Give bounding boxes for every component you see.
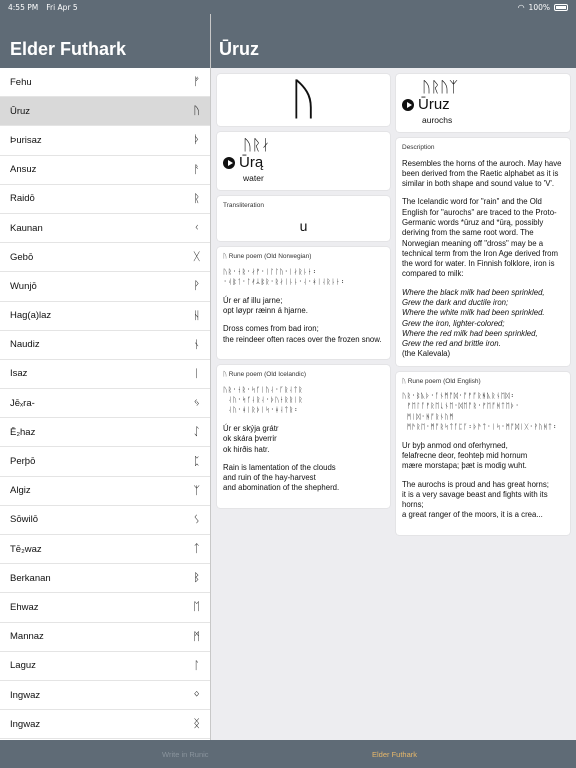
sidebar-item-label: Ingwaz	[10, 689, 41, 701]
sidebar-item-label: Sōwilō	[10, 514, 38, 526]
detail-content	[211, 68, 576, 740]
battery-percent: 100%	[528, 2, 550, 12]
sidebar-item-ansuz[interactable]	[0, 156, 210, 185]
detail-right-column	[396, 74, 570, 541]
rune-glyph: ᚨ	[193, 163, 200, 176]
poem-runes: ᚢᚱ᛫ᛂᚱ᛫ᛋᚴᛁᚢᛆ᛫ᚵᚱᛆᛏᚱ ᛆᚢ᛫ᛋᚴᛆᚱᛆ᛫ᚦᚢᛂᚱᚱᛁᚱ ᛆᚢ᛫ᚼᛁᚱᚦᛁᛋ᛫ᚼᛆᛏᚱ᛬	[223, 386, 304, 414]
sidebar-item--ruz[interactable]	[0, 97, 210, 126]
poem-translation: Rain is lamentation of the clouds and ruin of the hay-harvest and abomination of the shepherd.	[223, 462, 340, 493]
poem-runes: ᚢᚱ᛫ᛂᚱ᛫ᛅᚠ᛫ᛁᛚᛚᚢ᛫ᛁᛅᚱᚿᛂ᛬ ᛫ᚮᛔᛐ᛫ᛚᚯᛦᛔᚱ᛫ᚱᛅᛁᚿᚿ᛫ᛆ᛫ᚼᛁᛆᚱᚿᛂ᛬	[223, 268, 346, 286]
description-paragraph: The Icelandic word for "rain" and the Old English for "aurochs" are traced to the Proto-Germanic words *ūruz and *ūrą, possibly deriving from the same root word. The Norwegian meaning off "dross" may be a technical term from the Iron Age derived from the word for water. In Finnish folklore, iron is compared to milk:	[402, 197, 559, 279]
rune-glyph: ᛒ	[193, 572, 200, 585]
poem-text: Úr er skýja grátr ok skára þverrir ok hirðis hatr.	[223, 424, 279, 454]
sidebar-item-hag-a-laz[interactable]	[0, 302, 210, 331]
sidebar-item-label: Þurisaz	[10, 134, 42, 146]
tab-bar	[0, 740, 576, 768]
rune-poem-icelandic-card	[217, 365, 390, 508]
rune-glyph: ᛈ	[193, 455, 200, 468]
word-text: Ūrą	[239, 154, 264, 171]
sidebar-item-fehu[interactable]	[0, 68, 210, 97]
sidebar-item-mannaz[interactable]	[0, 623, 210, 652]
sidebar-item-algiz[interactable]	[0, 477, 210, 506]
rune-poem-english-card	[396, 372, 570, 535]
word-meaning: aurochs	[422, 114, 453, 125]
rune-glyph: ᛏ	[193, 543, 200, 556]
sidebar-item-t-waz[interactable]	[0, 535, 210, 564]
transliteration-card	[217, 196, 390, 241]
detail-left-column	[217, 74, 390, 514]
rune-glyph: ᚠ	[193, 76, 200, 89]
rune-glyph: ᚲ	[193, 222, 200, 235]
word-runes: ᚢᚱᛅ	[243, 137, 271, 154]
sidebar-item--urisaz[interactable]	[0, 126, 210, 155]
rune-glyph: ᚢ	[193, 105, 200, 118]
poem-label: ᚢ Rune poem (Old Icelandic)	[223, 371, 307, 379]
transliteration-value: u	[299, 217, 308, 234]
description-paragraph: Resembles the horns of the auroch. May have been derived from the Raetic alphabet as it is similar in both shape and sound value to 'V'.	[402, 158, 562, 189]
sidebar-item-kaunan[interactable]	[0, 214, 210, 243]
sidebar-item-label: Fehu	[10, 76, 32, 88]
sidebar-item-label: Mannaz	[10, 631, 44, 643]
rune-glyph: ᚾ	[193, 338, 200, 351]
sidebar-item-label: Berkanan	[10, 572, 51, 584]
rune-glyph: ᛃ	[193, 397, 200, 410]
sidebar-item-label: Ehwaz	[10, 601, 39, 613]
description-label: Description	[402, 144, 435, 152]
description-quote: Where the black milk had been sprinkled, Grew the dark and ductile iron; Where the white milk had been sprinkled. Grew the iron, lighter-colored; Where the red milk had been sprinkled, Grew the red and brittle iron.	[402, 287, 545, 349]
rune-glyph: ᛇ	[193, 426, 200, 439]
sidebar-title: Elder Futhark	[0, 14, 210, 68]
status-date: Fri Apr 5	[46, 2, 78, 12]
sidebar-item-geb-[interactable]	[0, 243, 210, 272]
sidebar-item-label: Ē₂haz	[10, 426, 36, 438]
sidebar-item-ingwaz[interactable]	[0, 681, 210, 710]
sidebar	[0, 14, 211, 740]
word-runes: ᚢᚱᚢᛉ	[422, 79, 459, 96]
sidebar-item-laguz[interactable]	[0, 652, 210, 681]
rune-poem-norwegian-card	[217, 247, 390, 359]
sidebar-item-label: Perþō	[10, 456, 36, 468]
sidebar-item-label: Gebō	[10, 251, 34, 263]
status-time: 4:55 PM	[8, 2, 39, 12]
rune-glyph: ᚺ	[193, 309, 200, 322]
sidebar-item-j-ra-[interactable]	[0, 389, 210, 418]
sidebar-item-isaz[interactable]	[0, 360, 210, 389]
description-source: (the Kalevala)	[402, 349, 451, 359]
poem-text: Úr er af illu jarne; opt løypr ræinn á hjarne.	[223, 295, 308, 316]
wifi-icon: ◠	[517, 2, 525, 12]
sidebar-item-label: Tē₂waz	[10, 543, 42, 555]
rune-list	[0, 68, 210, 739]
tab-write-in-runic[interactable]: Write in Runic	[162, 749, 209, 759]
sidebar-item-label: Kaunan	[10, 222, 43, 234]
rune-glyph-large: ᚢ	[290, 75, 317, 124]
sidebar-item-label: Naudiz	[10, 339, 40, 351]
poem-runes: ᚢᚱ᛫ᛒᚣᚦ᛫ᚪᚾᛗᚩᛞ᛫ᚩᚠᚩᚱᚻᚣᚱᚾᛖᛞ᛬ ᚠᛖᛚᚪᚠᚱᛖᚳᚾᛖ᛫ᛞᛖᚩᚱ᛫ᚠᛖᚩᚻᛏᛖᚦ᛫ ᛗᛁᛞ᛫ᚻᚩᚱᚾᚢᛗ ᛗᚫᚱᛖ᛫ᛗᚩᚱᛋᛏᚪᛈᚪ᛬ᚦᚫᛏ᛫ᛁᛋ᛫ᛗᚩᛞᛁᚷ᛫ᚹᚢᚻᛏ᛬	[402, 393, 558, 431]
word-text: Ūruz	[418, 96, 450, 113]
description-card	[396, 138, 570, 366]
play-icon[interactable]	[223, 157, 235, 169]
poem-text: Ur byþ anmod ond oferhyrned, felafrecne deor, feohteþ mid hornum mære morstapa; þæt is modig wuht.	[402, 440, 528, 471]
rune-glyph: ᚱ	[193, 192, 200, 205]
sidebar-item-raid-[interactable]	[0, 185, 210, 214]
rune-glyph: ᛉ	[193, 484, 200, 497]
rune-glyph: ᛚ	[193, 659, 200, 672]
sidebar-item-berkanan[interactable]	[0, 564, 210, 593]
sidebar-item-naudiz[interactable]	[0, 331, 210, 360]
sidebar-item-label: Jēₓra-	[10, 397, 35, 409]
sidebar-item-label: Wunjō	[10, 280, 37, 292]
word-card-aurochs	[396, 74, 570, 132]
sidebar-item-wunj-[interactable]	[0, 272, 210, 301]
sidebar-item-label: Ingwaz	[10, 718, 41, 730]
battery-icon	[554, 4, 568, 11]
poem-translation: Dross comes from bad iron; the reindeer often races over the frozen snow.	[223, 324, 382, 344]
sidebar-item-label: Raidō	[10, 193, 35, 205]
rune-glyph: ᛖ	[193, 601, 200, 614]
rune-glyph: ᚷ	[193, 251, 200, 264]
sidebar-item-label: Laguz	[10, 660, 36, 672]
poem-translation: The aurochs is proud and has great horns; it is a very savage beast and fights with its horns; a great ranger of the moors, it is a crea...	[402, 479, 549, 520]
page-title: Ūruz	[211, 14, 576, 68]
sidebar-item-per-[interactable]	[0, 447, 210, 476]
rune-glyph: ᛗ	[193, 630, 200, 643]
rune-glyph: ᚦ	[193, 134, 200, 147]
poem-label: ᚢ Rune poem (Old English)	[402, 377, 481, 385]
sidebar-item-ehwaz[interactable]	[0, 593, 210, 622]
transliteration-label: Transliteration	[223, 202, 264, 210]
word-card-water	[217, 132, 390, 190]
rune-glyph: ᛁ	[193, 367, 200, 380]
sidebar-item-label: Ūruz	[10, 105, 31, 117]
rune-glyph: ᛝ	[193, 718, 200, 731]
rune-glyph: ᛊ	[193, 513, 200, 526]
rune-glyph: ᛜ	[193, 689, 200, 702]
sidebar-item--haz[interactable]	[0, 418, 210, 447]
sidebar-item-ingwaz[interactable]	[0, 710, 210, 739]
sidebar-item-s-wil-[interactable]	[0, 506, 210, 535]
sidebar-item-label: Algiz	[10, 485, 31, 497]
play-icon[interactable]	[402, 99, 414, 111]
status-right	[518, 3, 568, 12]
sidebar-item-label: Ansuz	[10, 164, 37, 176]
tab-elder-futhark[interactable]: Elder Futhark	[372, 749, 418, 759]
rune-glyph: ᚹ	[193, 280, 200, 293]
sidebar-item-label: Hag(a)laz	[10, 310, 52, 322]
glyph-card	[217, 74, 390, 126]
poem-label: ᚢ Rune poem (Old Norwegian)	[223, 253, 312, 261]
status-bar	[0, 0, 576, 14]
sidebar-item-label: Isaz	[10, 368, 28, 380]
word-meaning: water	[243, 172, 264, 183]
